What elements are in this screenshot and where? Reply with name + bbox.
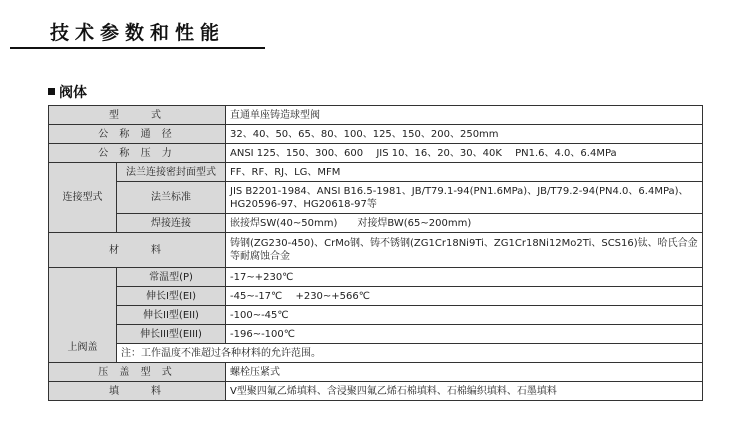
title-underline xyxy=(10,47,265,49)
bonnet-ext3-value: -196~-100℃ xyxy=(226,325,703,344)
nominal-pressure-value: ANSI 125、150、300、600 JIS 10、16、20、30、40K PN1.6、4.0、6.4MPa xyxy=(226,144,703,163)
table-row xyxy=(49,268,703,287)
page-title: 技术参数和性能 xyxy=(50,22,226,44)
section-title: 阀体 xyxy=(59,85,87,101)
spec-table xyxy=(48,105,703,401)
connection-type-label: 连接型式 xyxy=(49,163,117,233)
gland-type-value: 螺栓压紧式 xyxy=(226,363,703,382)
material-label: 材 料 xyxy=(49,233,226,268)
seal-face-label: 法兰连接密封面型式 xyxy=(117,163,226,182)
material-value: 铸钢(ZG230-450)、CrMo钢、铸不锈钢(ZG1Cr18Ni9Ti、ZG1Cr18Ni12Mo2Ti、SCS16)钛、哈氏合金等耐腐蚀合金 xyxy=(226,233,703,268)
bonnet-normal-label: 常温型(P) xyxy=(117,268,226,287)
bonnet-normal-value: -17~+230℃ xyxy=(226,268,703,287)
packing-label: 填 料 xyxy=(49,382,226,401)
packing-value: V型聚四氟乙烯填料、含浸聚四氟乙烯石棉填料、石棉编织填料、石墨填料 xyxy=(226,382,703,401)
table-row xyxy=(49,363,703,382)
nominal-diameter-label: 公 称 通 径 xyxy=(49,125,226,144)
table-row xyxy=(49,144,703,163)
flange-standard-value: JIS B2201-1984、ANSI B16.5-1981、JB/T79.1-94(PN1.6MPa)、JB/T79.2-94(PN4.0、6.4MPa)、HG20596-97、HG20618-97等 xyxy=(226,182,703,214)
bonnet-note: 注：工作温度不准超过各种材料的允许范围。 xyxy=(117,344,703,363)
bonnet-ext1-value: -45~-17℃ +230~+566℃ xyxy=(226,287,703,306)
table-row xyxy=(49,214,703,233)
bonnet-label: 上阀盖 xyxy=(49,268,117,363)
bonnet-ext2-label: 伸长II型(EII) xyxy=(117,306,226,325)
table-row xyxy=(49,344,703,363)
table-row xyxy=(49,325,703,344)
table-row xyxy=(49,106,703,125)
type-label: 型 式 xyxy=(49,106,226,125)
weld-connection-label: 焊接连接 xyxy=(117,214,226,233)
flange-standard-label: 法兰标准 xyxy=(117,182,226,214)
table-row xyxy=(49,182,703,214)
table-row xyxy=(49,233,703,268)
table-row xyxy=(49,125,703,144)
table-row xyxy=(49,382,703,401)
nominal-pressure-label: 公 称 压 力 xyxy=(49,144,226,163)
type-value: 直通单座铸造球型阀 xyxy=(226,106,703,125)
table-row xyxy=(49,287,703,306)
bonnet-ext1-label: 伸长I型(EI) xyxy=(117,287,226,306)
square-bullet-icon xyxy=(48,88,55,95)
gland-type-label: 压 盖 型 式 xyxy=(49,363,226,382)
seal-face-value: FF、RF、RJ、LG、MFM xyxy=(226,163,703,182)
section-heading xyxy=(48,82,87,102)
bonnet-ext2-value: -100~-45℃ xyxy=(226,306,703,325)
bonnet-ext3-label: 伸长III型(EIII) xyxy=(117,325,226,344)
table-row xyxy=(49,163,703,182)
table-row xyxy=(49,306,703,325)
nominal-diameter-value: 32、40、50、65、80、100、125、150、200、250mm xyxy=(226,125,703,144)
weld-connection-value: 嵌接焊SW(40~50mm) 对接焊BW(65~200mm) xyxy=(226,214,703,233)
